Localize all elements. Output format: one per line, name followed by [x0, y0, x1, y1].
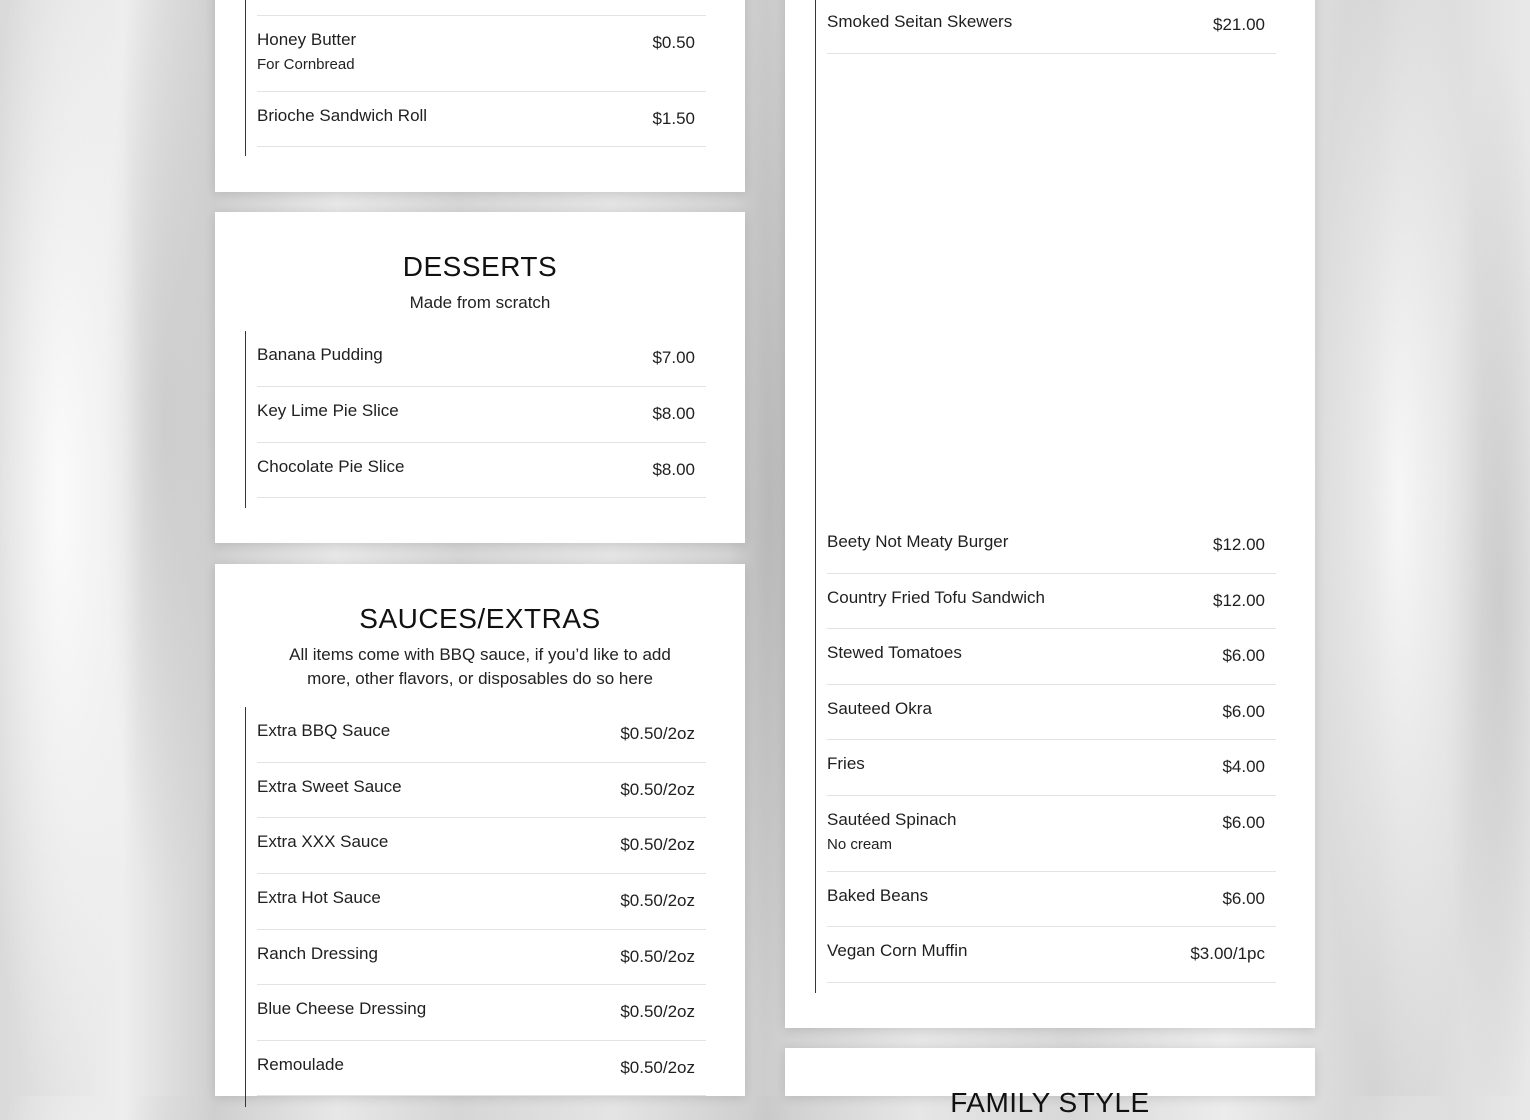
item-description: For Cornbread: [257, 56, 355, 73]
item-price: $0.50/2oz: [620, 891, 695, 910]
sauces-extras-card: [215, 564, 745, 1096]
menu-item[interactable]: [257, 443, 706, 498]
item-name: Sauteed Okra: [827, 699, 932, 718]
desserts-card: [215, 212, 745, 543]
menu-item-list: [245, 0, 706, 156]
item-price: $0.50/2oz: [620, 724, 695, 743]
item-price: $21.00: [1213, 15, 1265, 34]
item-price: $1.50: [652, 109, 695, 128]
item-price: $7.00: [652, 348, 695, 367]
menu-item[interactable]: [827, 740, 1276, 796]
item-price: $12.00: [1213, 591, 1265, 610]
menu-item[interactable]: [257, 16, 706, 92]
item-name: Vegan Corn Muffin: [827, 941, 968, 960]
item-name: Key Lime Pie Slice: [257, 401, 399, 420]
item-name: Banana Pudding: [257, 345, 383, 364]
menu-item[interactable]: [257, 331, 706, 387]
menu-item[interactable]: [827, 685, 1276, 740]
sides-card-left: [215, 0, 745, 192]
item-name: Baked Beans: [827, 886, 929, 905]
item-price: $3.00/1pc: [1190, 944, 1265, 963]
item-name: Fries: [827, 754, 865, 773]
menu-item[interactable]: [257, 930, 706, 985]
item-price: $0.50/2oz: [620, 947, 695, 966]
section-title: SAUCES/EXTRAS: [359, 603, 601, 634]
menu-item[interactable]: [257, 707, 706, 763]
item-price: $4.00: [1222, 757, 1265, 776]
item-name: Blue Cheese Dressing: [257, 999, 427, 1018]
vegan-menu-card: [785, 0, 1315, 1028]
menu-item-list: [815, 0, 1276, 993]
menu-item[interactable]: [827, 574, 1276, 629]
item-price: $0.50/2oz: [620, 1058, 695, 1077]
item-price: $8.00: [652, 404, 695, 423]
family-style-card: [785, 1048, 1315, 1118]
item-price: $6.00: [1222, 646, 1265, 665]
item-name: Extra Sweet Sauce: [257, 777, 402, 796]
menu-item-list: [245, 331, 706, 508]
item-name: Beety Not Meaty Burger: [827, 532, 1009, 551]
item-name: Honey Butter: [257, 30, 357, 49]
item-name: Smoked Seitan Skewers: [827, 12, 1013, 31]
item-price: $6.00: [1222, 889, 1265, 908]
section-subtitle-line-2: more, other flavors, or disposables do so here: [307, 669, 653, 688]
item-name: Brioche Sandwich Roll: [257, 106, 428, 125]
menu-item[interactable]: [257, 874, 706, 930]
menu-item[interactable]: [827, 0, 1276, 54]
item-name: Remoulade: [257, 1055, 344, 1074]
menu-item[interactable]: [257, 1041, 706, 1096]
menu-item[interactable]: [257, 985, 706, 1041]
section-title: DESSERTS: [402, 251, 558, 282]
item-description: No cream: [827, 836, 893, 853]
menu-item[interactable]: [257, 818, 706, 874]
section-subtitle: Made from scratch: [409, 293, 551, 312]
item-name: Extra XXX Sauce: [257, 832, 389, 851]
item-name: Country Fried Tofu Sandwich: [827, 588, 1045, 607]
item-name: Chocolate Pie Slice: [257, 457, 405, 476]
item-price: $0.50/2oz: [620, 1002, 695, 1021]
section-subtitle-line-1: All items come with BBQ sauce, if you’d like to add: [289, 645, 671, 664]
item-name: Extra Hot Sauce: [257, 888, 381, 907]
menu-item[interactable]: [257, 387, 706, 443]
item-price: $12.00: [1213, 535, 1265, 554]
section-title: FAMILY STYLE: [950, 1087, 1150, 1118]
item-price: $8.00: [652, 460, 695, 479]
item-name: Stewed Tomatoes: [827, 643, 962, 662]
item-price: $6.00: [1222, 813, 1265, 832]
item-name: Sautéed Spinach: [827, 810, 957, 829]
item-price: $0.50/2oz: [620, 780, 695, 799]
menu-item[interactable]: [257, 0, 706, 16]
item-price: $0.50: [652, 33, 695, 52]
item-price: $0.50/2oz: [620, 835, 695, 854]
item-price: $6.00: [1222, 702, 1265, 721]
menu-item[interactable]: [257, 763, 706, 818]
menu-item[interactable]: [827, 796, 1276, 872]
menu-item[interactable]: [827, 927, 1276, 983]
item-name: Ranch Dressing: [257, 944, 378, 963]
menu-item[interactable]: [827, 872, 1276, 927]
menu-item[interactable]: [827, 529, 1276, 574]
item-name: Extra BBQ Sauce: [257, 721, 391, 740]
menu-item[interactable]: [257, 92, 706, 147]
menu-item-list: [245, 707, 706, 1107]
menu-item[interactable]: [827, 629, 1276, 685]
